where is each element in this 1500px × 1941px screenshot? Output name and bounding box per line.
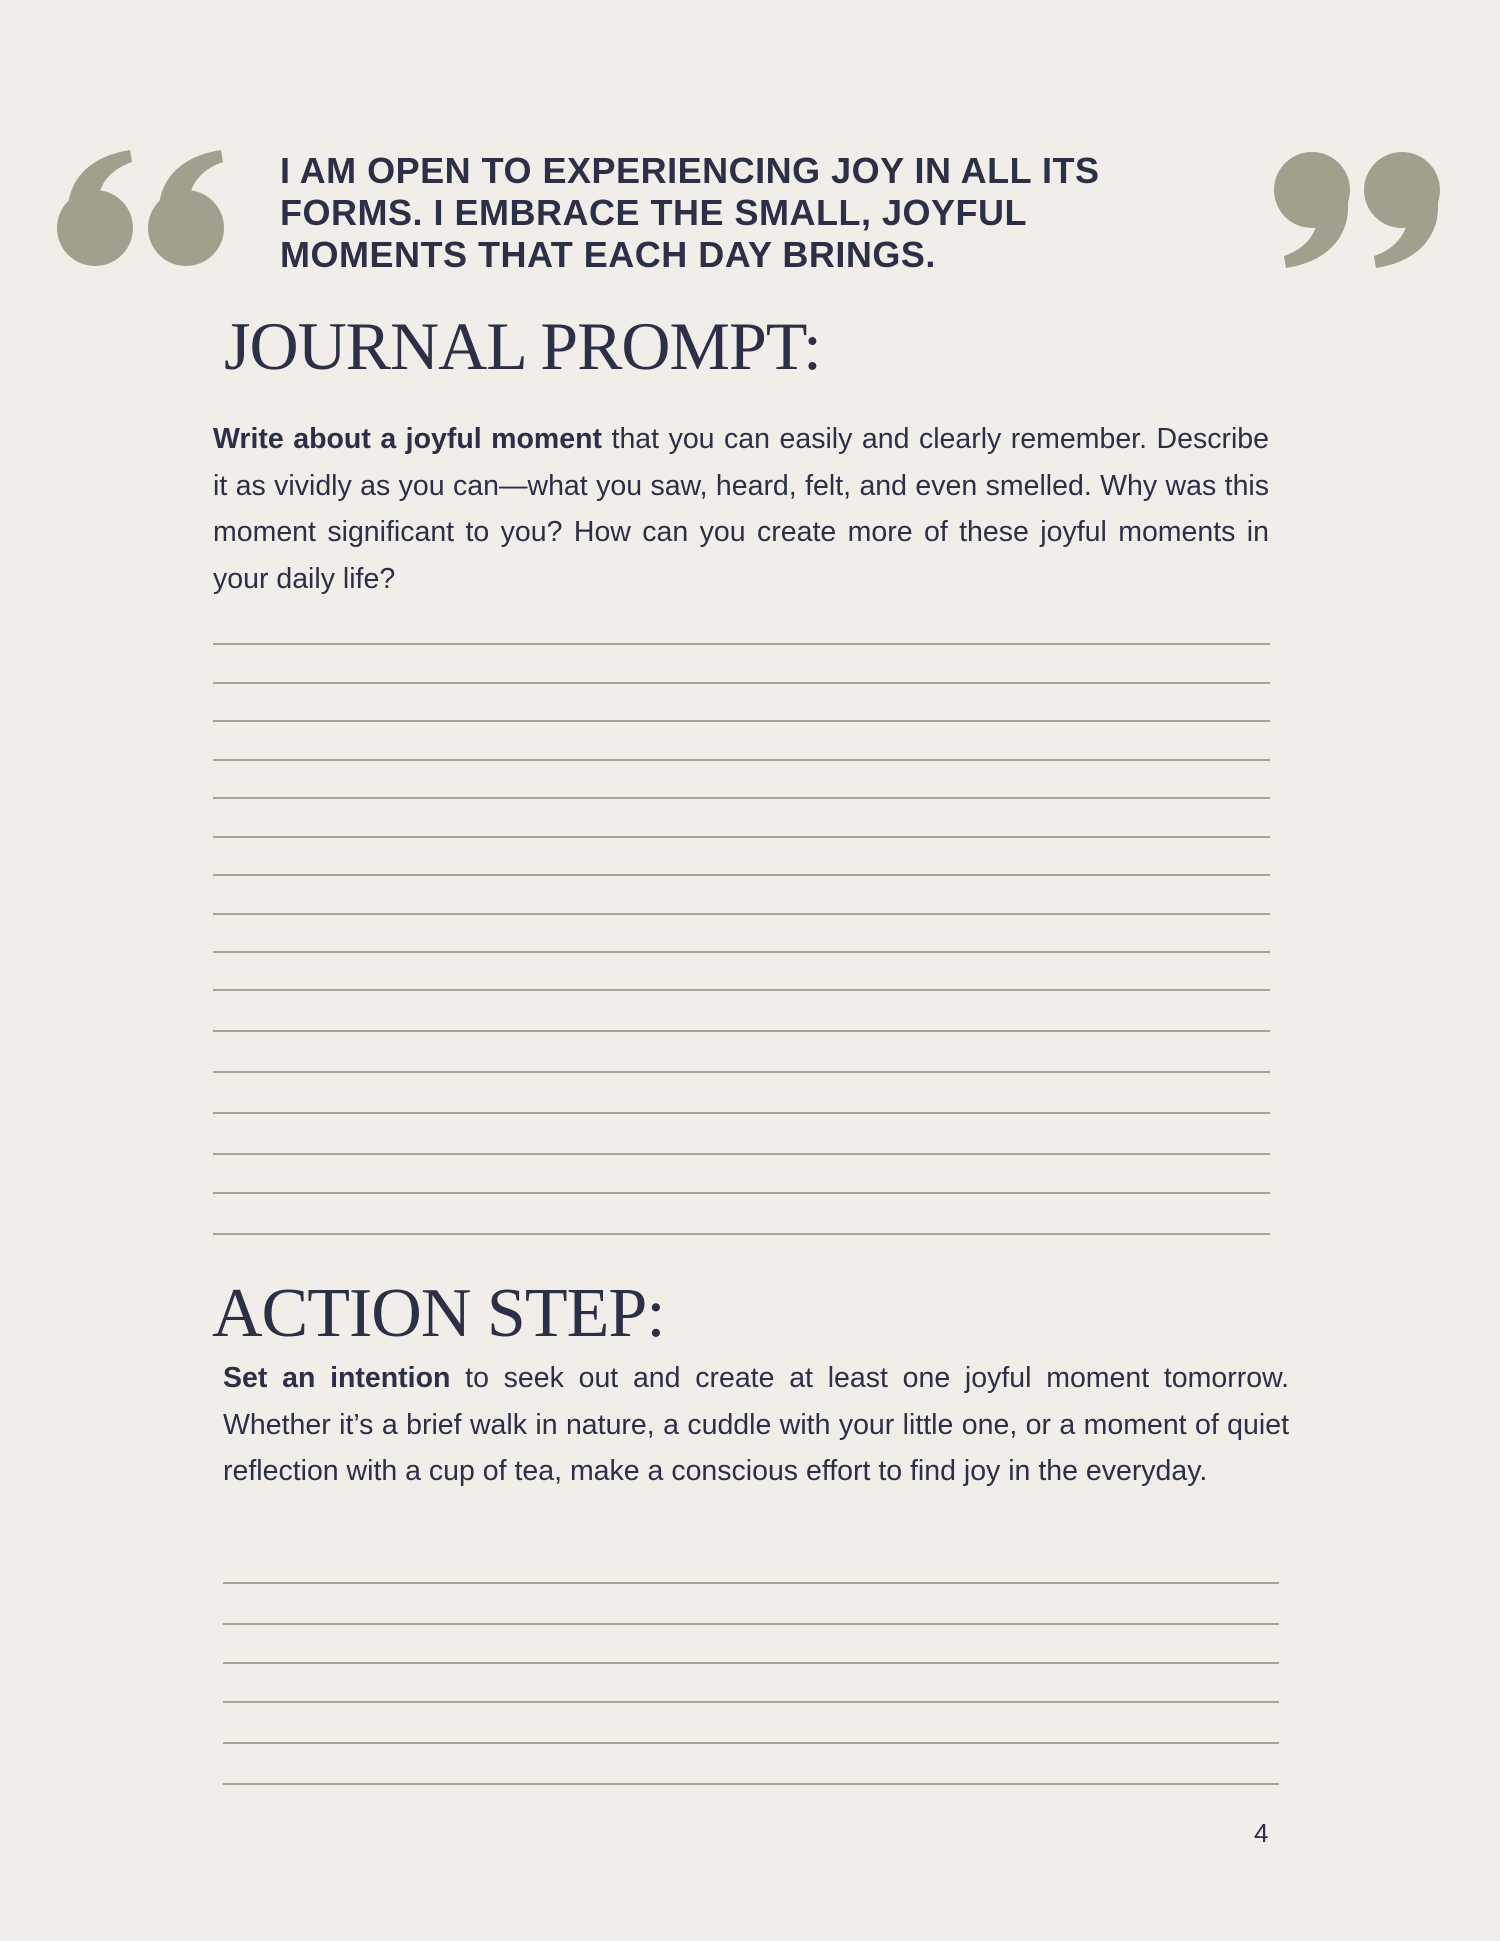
writing-line[interactable] [213, 874, 1270, 876]
action-step-title: ACTION STEP: [212, 1275, 665, 1352]
writing-line[interactable] [213, 1071, 1270, 1073]
action-step-body: to seek out and create at least one joyful moment tomorrow. Whether it’s a brief walk in nature, a cuddle with your little one, or a moment of quiet reflection with a cup of tea, make a conscious effort to find joy in the everyday. [223, 1362, 1290, 1487]
writing-line[interactable] [223, 1701, 1279, 1703]
writing-line[interactable] [213, 720, 1270, 722]
writing-line[interactable] [223, 1582, 1279, 1584]
writing-line[interactable] [213, 989, 1270, 991]
writing-line[interactable] [213, 1233, 1270, 1235]
journal-prompt-text [213, 416, 1269, 602]
close-quote-icon [1268, 152, 1446, 270]
writing-line[interactable] [213, 913, 1270, 915]
writing-line[interactable] [213, 836, 1270, 838]
writing-line[interactable] [213, 797, 1270, 799]
action-step-text [223, 1355, 1289, 1495]
journal-prompt-body: that you can easily and clearly remember. Describe it as vividly as you can—what you saw, heard, felt, and even smelled. Why was this moment significant to you? How can you create more of these joyful moments in your daily life? [213, 423, 1269, 595]
journal-prompt-title: JOURNAL PROMPT: [224, 308, 821, 384]
writing-line[interactable] [213, 1112, 1270, 1114]
open-quote-icon [56, 150, 236, 268]
writing-line[interactable] [213, 951, 1270, 953]
writing-line[interactable] [213, 643, 1270, 645]
writing-line[interactable] [213, 1192, 1270, 1194]
writing-line[interactable] [213, 682, 1270, 684]
writing-line[interactable] [213, 759, 1270, 761]
affirmation-quote: I AM OPEN TO EXPERIENCING JOY IN ALL ITS FORMS. I EMBRACE THE SMALL, JOYFUL MOMENTS THAT EACH DAY BRINGS. [280, 150, 1100, 275]
page-number: 4 [1254, 1818, 1269, 1848]
action-step-lead: Set an intention [223, 1362, 451, 1394]
writing-line[interactable] [223, 1742, 1279, 1744]
writing-line[interactable] [223, 1662, 1279, 1664]
writing-line[interactable] [223, 1783, 1279, 1785]
journal-prompt-lead: Write about a joyful moment [213, 423, 603, 455]
writing-line[interactable] [213, 1153, 1270, 1155]
writing-line[interactable] [213, 1030, 1270, 1032]
writing-line[interactable] [223, 1623, 1279, 1625]
